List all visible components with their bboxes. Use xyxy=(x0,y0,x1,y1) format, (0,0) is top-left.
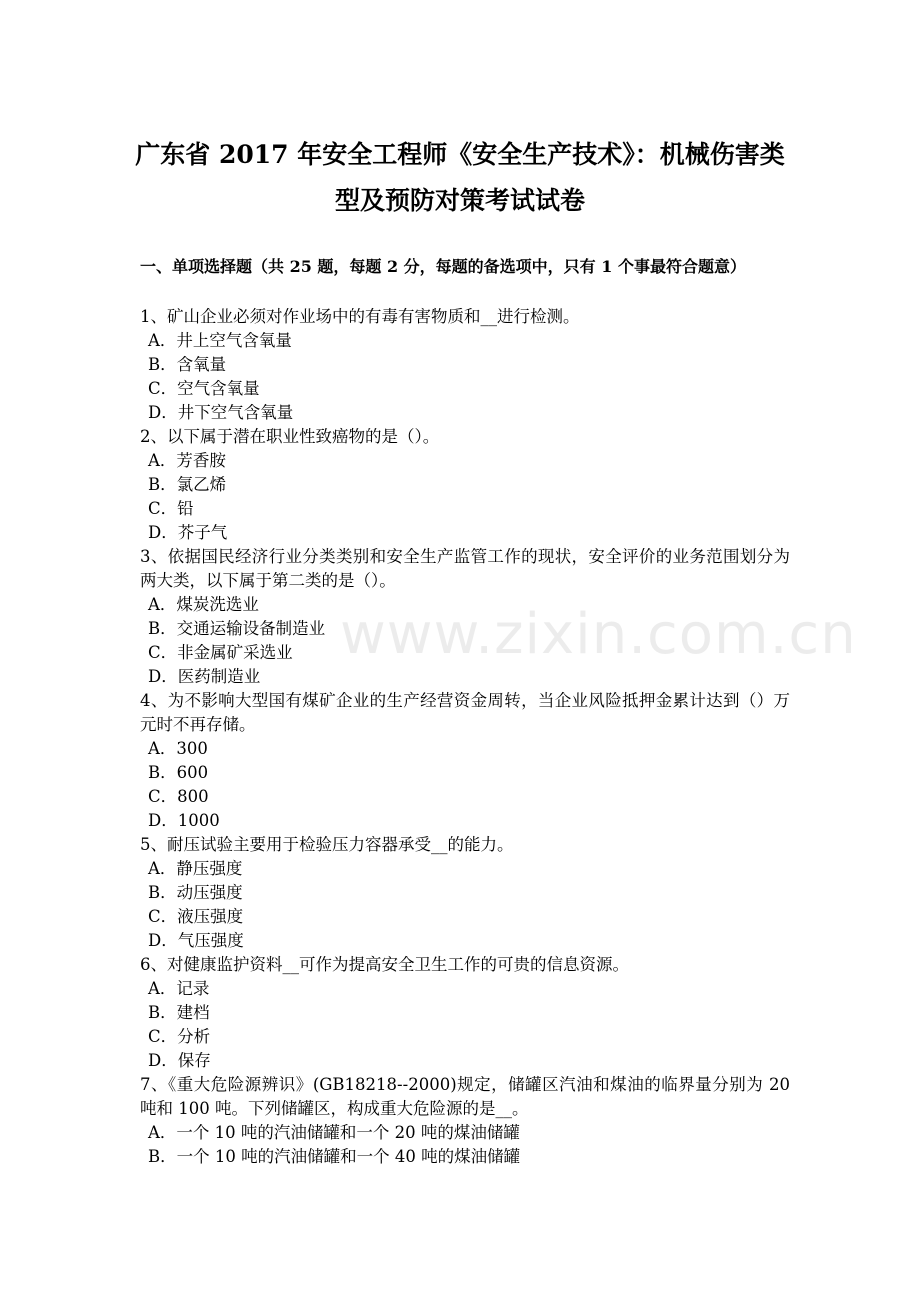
question-3-option-d: D．医药制造业 xyxy=(148,667,261,686)
question-6-option-a: A．记录 xyxy=(148,979,210,998)
question-2-option-a: A．芳香胺 xyxy=(148,451,226,470)
question-4-stem: 4、为不影响大型国有煤矿企业的生产经营资金周转，当企业风险抵押金累计达到（）万元时不再存储。 xyxy=(140,691,790,734)
question-5-stem: 5、耐压试验主要用于检验压力容器承受__的能力。 xyxy=(140,835,514,854)
question-3-stem: 3、依据国民经济行业分类类别和安全生产监管工作的现状，安全评价的业务范围划分为两大类，以下属于第二类的是（）。 xyxy=(140,547,790,590)
question-3-option-c: C．非金属矿采选业 xyxy=(148,643,293,662)
question-4-option-b: B．600 xyxy=(148,763,209,782)
watermark-text: www.zixin.com.cn xyxy=(340,602,857,667)
question-7-option-b: B．一个 10 吨的汽油储罐和一个 40 吨的煤油储罐 xyxy=(148,1147,521,1166)
question-4-option-a: A．300 xyxy=(148,739,208,758)
question-5-option-d: D．气压强度 xyxy=(148,931,244,950)
question-2-option-b: B．氯乙烯 xyxy=(148,475,227,494)
question-6-option-d: D．保存 xyxy=(148,1051,211,1070)
question-3-option-a: A．煤炭洗选业 xyxy=(148,595,259,614)
question-1-stem: 1、矿山企业必须对作业场中的有毒有害物质和__进行检测。 xyxy=(140,307,580,326)
question-7-stem: 7、《重大危险源辨识》(GB18218--2000)规定，储罐区汽油和煤油的临界量分别为 20 吨和 100 吨。下列储罐区，构成重大危险源的是__。 xyxy=(140,1075,790,1118)
question-4-option-c: C．800 xyxy=(148,787,209,806)
question-5-option-b: B．动压强度 xyxy=(148,883,243,902)
question-4-option-d: D．1000 xyxy=(148,811,220,830)
question-2-option-d: D．芥子气 xyxy=(148,523,228,542)
question-1-option-a: A．井上空气含氧量 xyxy=(148,331,292,350)
question-6-option-c: C．分析 xyxy=(148,1027,211,1046)
question-list xyxy=(140,305,790,1169)
question-1-option-b: B．含氧量 xyxy=(148,355,227,374)
question-1-option-c: C．空气含氧量 xyxy=(148,379,260,398)
section-heading: 一、单项选择题（共 25 题，每题 2 分，每题的备选项中，只有 1 个事最符合题意） xyxy=(140,257,746,276)
question-6-stem: 6、对健康监护资料__可作为提高安全卫生工作的可贵的信息资源。 xyxy=(140,955,629,974)
document-title-line-2: 型及预防对策考试试卷 xyxy=(334,186,585,215)
document-title-line-1: 广东省 2017 年安全工程师《安全生产技术》：机械伤害类 xyxy=(135,140,785,169)
question-7-option-a: A．一个 10 吨的汽油储罐和一个 20 吨的煤油储罐 xyxy=(148,1123,520,1142)
question-1-option-d: D．井下空气含氧量 xyxy=(148,403,294,422)
question-5-option-a: A．静压强度 xyxy=(148,859,243,878)
question-5-option-c: C．液压强度 xyxy=(148,907,244,926)
question-3-option-b: B．交通运输设备制造业 xyxy=(148,619,326,638)
question-2-option-c: C．铅 xyxy=(148,499,194,518)
question-2-stem: 2、以下属于潜在职业性致癌物的是（）。 xyxy=(140,427,440,446)
question-6-option-b: B．建档 xyxy=(148,1003,210,1022)
